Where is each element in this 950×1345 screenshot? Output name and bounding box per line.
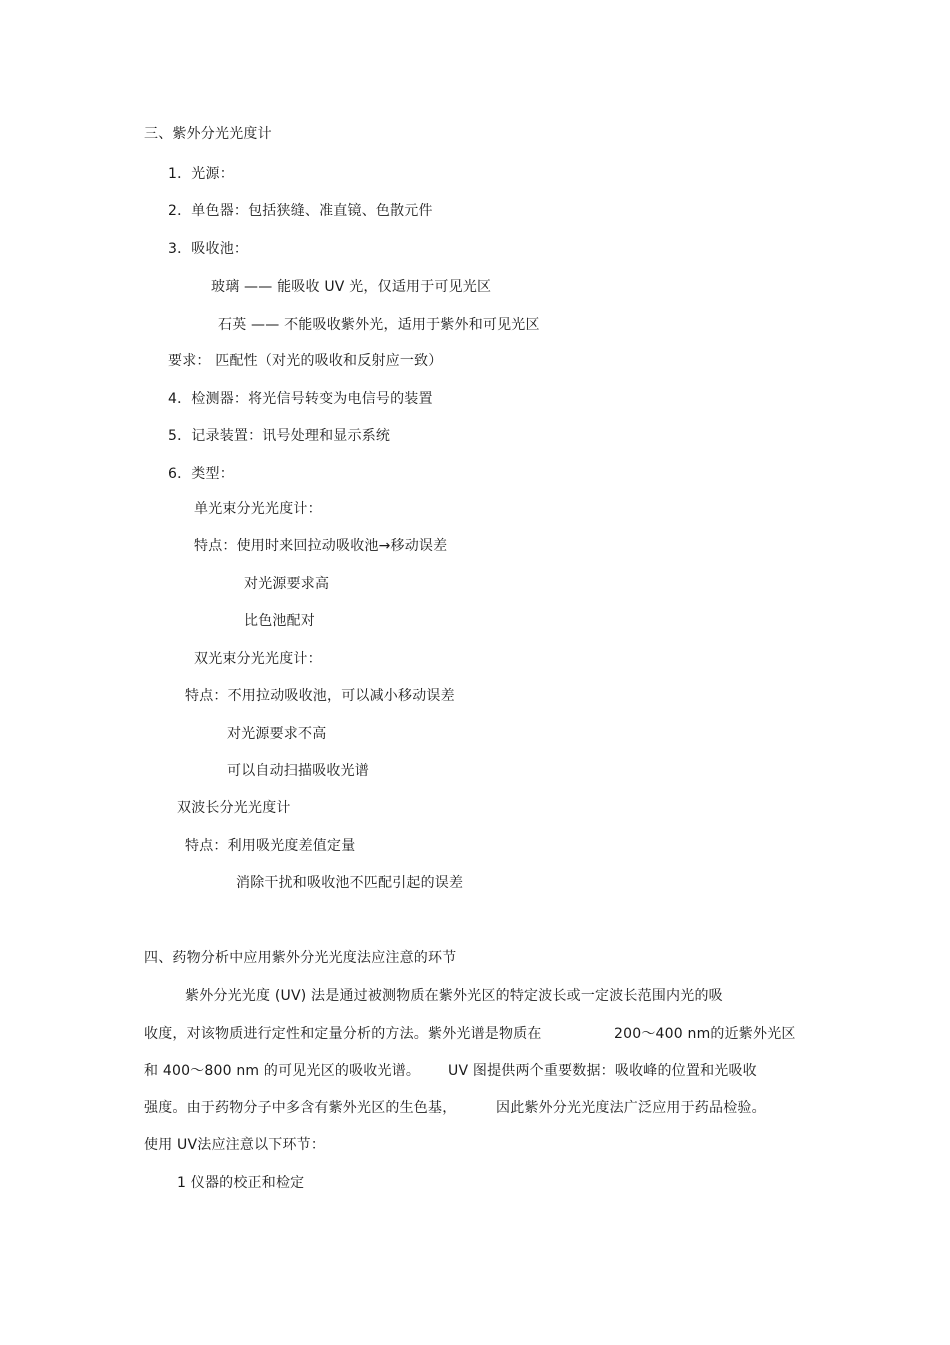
item-cuvette: 3．吸收池： [168,241,249,257]
section4-paragraph-line-4a: 强度。由于药物分子中多含有紫外光区的生色基， [144,1100,457,1116]
section4-paragraph-line-2b: 200～400 nm的近紫外光区 [614,1026,796,1042]
section3-title: 三、紫外分光光度计 [144,126,272,142]
item-detector: 4．检测器：将光信号转变为电信号的装置 [168,391,433,407]
item-monochromator: 2．单色器：包括狭缝、准直镜、色散元件 [168,203,433,219]
section4-item-1: 1 仪器的校正和检定 [177,1175,305,1191]
double-beam-feature-3: 可以自动扫描吸收光谱 [227,763,369,779]
requirement-note: 要求： 匹配性（对光的吸收和反射应一致） [168,353,443,369]
dual-wavelength-title: 双波长分光光度计 [177,800,291,816]
single-beam-feature-1: 特点：使用时来回拉动吸收池→移动误差 [194,538,448,554]
section4-paragraph-line-5: 使用 UV法应注意以下环节： [144,1137,326,1153]
section4-title: 四、药物分析中应用紫外分光光度法应注意的环节 [144,950,457,966]
quartz-cuvette-note: 石英 —— 不能吸收紫外光，适用于紫外和可见光区 [218,317,540,333]
double-beam-feature-1: 特点：不用拉动吸收池，可以减小移动误差 [185,688,455,704]
single-beam-feature-2: 对光源要求高 [244,576,330,592]
item-light-source: 1．光源： [168,166,234,182]
dual-wavelength-feature-2: 消除干扰和吸收池不匹配引起的误差 [236,875,464,891]
item-types: 6．类型： [168,466,234,482]
double-beam-title: 双光束分光光度计： [194,651,322,667]
section4-paragraph-line-2a: 收度，对该物质进行定性和定量分析的方法。紫外光谱是物质在 [144,1026,542,1042]
single-beam-feature-3: 比色池配对 [244,613,315,629]
single-beam-title: 单光束分光光度计： [194,501,322,517]
glass-cuvette-note: 玻璃 —— 能吸收 UV 光，仅适用于可见光区 [211,279,492,295]
section4-paragraph-line-4b: 因此紫外分光光度法广泛应用于药品检验。 [496,1100,766,1116]
double-beam-feature-2: 对光源要求不高 [227,726,327,742]
section4-paragraph-line-3b: UV 图提供两个重要数据：吸收峰的位置和光吸收 [448,1063,757,1079]
dual-wavelength-feature-1: 特点：利用吸光度差值定量 [185,838,356,854]
section4-paragraph-line-3a: 和 400～800 nm 的可见光区的吸收光谱。 [144,1063,421,1079]
section4-paragraph-line-1: 紫外分光光度 (UV) 法是通过被测物质在紫外光区的特定波长或一定波长范围内光的吸 [185,988,723,1004]
item-recorder: 5．记录装置：讯号处理和显示系统 [168,428,391,444]
